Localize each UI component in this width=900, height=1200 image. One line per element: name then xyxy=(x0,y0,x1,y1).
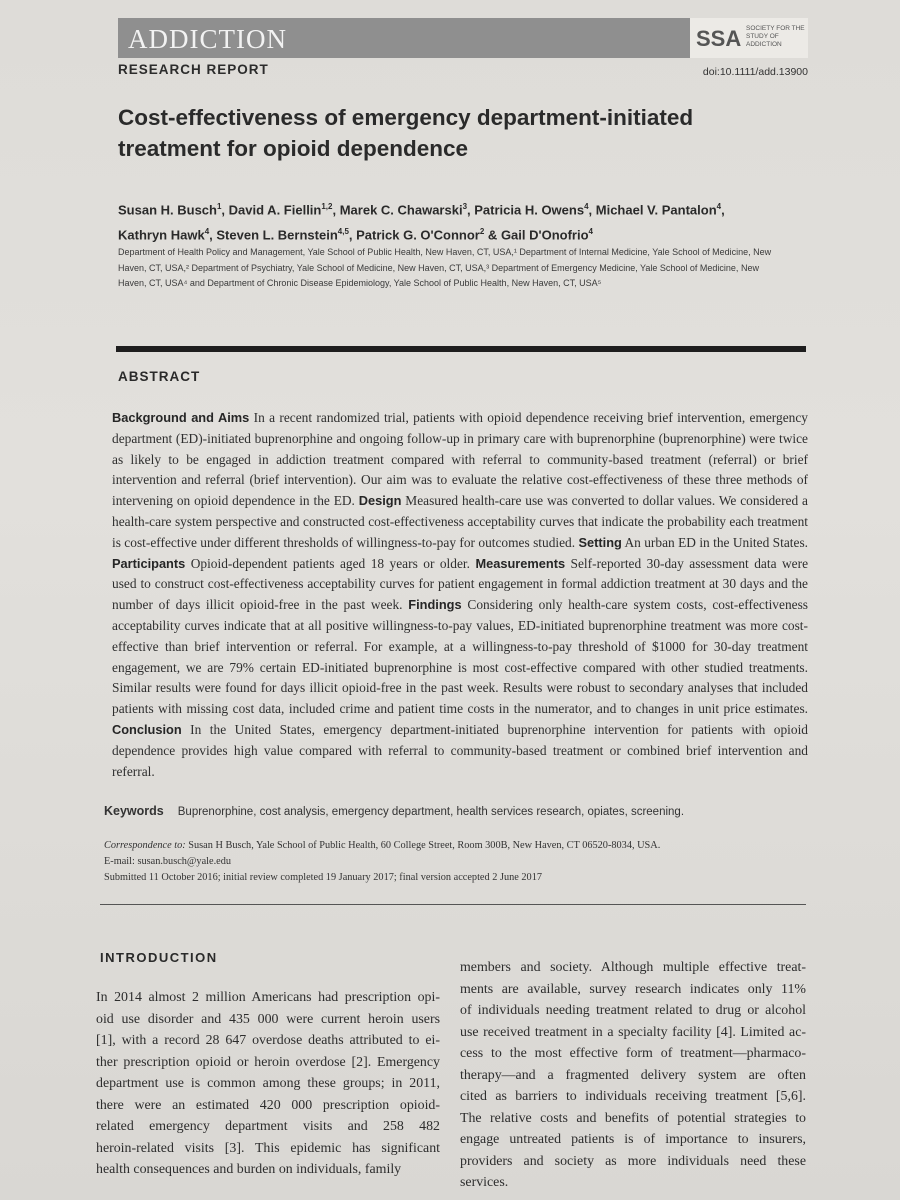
journal-name: ADDICTION xyxy=(128,24,287,54)
intro-text-line: [1], with a record 28 647 overdose deaths attributed to ei- xyxy=(96,1033,440,1048)
abstract-body xyxy=(112,408,808,782)
keywords-text: Buprenorphine, cost analysis, emergency department, health services research, opiates, screening. xyxy=(177,806,685,818)
abstract-section-text: Considering only health-care system costs, cost-effectiveness acceptability curves indicate that at all positive willingness-to-pay values, ED-initiated buprenorphine treatment was more cost-effective than brief intervention or referral. For example, at a willingness-to-pay threshold of $1000 for 30-day treatment engagement, we are 79% certain ED-initiated buprenorphine is most cost-effective compared with other studied treatments. Similar results were found for days illicit opioid-free in the past week. Results were robust to secondary analyses that included patients with missing cost data, included crime and patient time costs in the numerator, and to changes in unit price estimates. xyxy=(112,597,809,717)
keywords xyxy=(104,804,804,818)
abstract-section-text: Measured health-care use was converted to dollar values. We considered a health-care system perspective and constructed cost-effectiveness acceptability curves that indicate the probability each treatment is cost-effective under different thresholds of willingness-to-pay for outcomes studied. xyxy=(112,493,808,550)
intro-text-line: there were an estimated 420 000 prescription opioid- xyxy=(96,1097,440,1113)
journal-header-band xyxy=(118,18,808,58)
author-affiliation-marker: 4 xyxy=(588,227,593,237)
intro-text-line: oid use disorder and 435 000 were current heroin users xyxy=(96,1011,440,1027)
introduction-column-left xyxy=(96,987,440,1181)
author-line: Kathryn Hawk$^4$, Steven L. Bernstein$^{4,5}$, Patrick G. O'Connor$^2$ & Gail D'Onofrio$^4$ xyxy=(118,227,593,243)
ssa-logo-box xyxy=(690,18,808,58)
introduction-column-right xyxy=(460,957,806,1194)
abstract-section-text: An urban ED in the United States. xyxy=(621,534,809,550)
author-name: Steven L. Bernstein xyxy=(216,227,338,243)
article-title xyxy=(118,102,798,164)
author-affiliation-marker: 4 xyxy=(204,227,210,237)
author-affiliation-marker: 3 xyxy=(462,202,468,211)
author-name: Patrick G. O'Connor xyxy=(356,227,480,243)
abstract-section-text: Opioid-dependent patients aged 18 years or older. xyxy=(185,555,476,571)
abstract-heading: ABSTRACT xyxy=(118,369,201,384)
correspondence-address: Susan H Busch, Yale School of Public Health, 60 College Street, Room 300B, New Haven, CT 06520-8034, USA. xyxy=(188,840,661,851)
intro-text-line: The relative costs and benefits of potential strategies to xyxy=(460,1110,806,1126)
author-affiliation-marker: 2 xyxy=(479,227,485,237)
author-name: Kathryn Hawk xyxy=(118,227,205,243)
author-list xyxy=(118,196,808,247)
abstract-section-label: Design xyxy=(358,493,402,509)
author-affiliation-marker: 1,2 xyxy=(321,202,333,211)
correspondence-email: E-mail: susan.busch@yale.edu xyxy=(104,856,232,867)
section-divider-thin xyxy=(100,904,806,905)
intro-text-line: members and society. Although multiple effective treat- xyxy=(460,960,806,975)
author-name: Gail D'Onofrio xyxy=(500,227,589,243)
intro-text-line: therapy—and a fragmented delivery system are often xyxy=(460,1067,806,1083)
abstract-section-label: Findings xyxy=(408,597,462,613)
author-name: Michael V. Pantalon xyxy=(595,202,717,218)
abstract-section-text: Self-reported 30-day assessment data were used to construct cost-effectiveness acceptability curves for patient engagement in formal addiction treatment at 30 days and the number of days illicit opioid-free in the past week. xyxy=(112,555,809,613)
intro-text-line: of individuals needing treatment related to drug or alcohol xyxy=(460,1003,806,1018)
ssa-logo: SSA xyxy=(696,26,742,51)
affiliations xyxy=(118,245,808,292)
intro-text-line: In 2014 almost 2 million Americans had prescription opi- xyxy=(96,990,440,1005)
correspondence-block xyxy=(104,838,804,886)
intro-text-line: ments are available, survey research indicates only 11% xyxy=(460,981,806,997)
author-affiliation-marker: 1 xyxy=(216,202,222,211)
ssa-society-name: SOCIETY FOR THE STUDY OF ADDICTION xyxy=(746,25,805,48)
author-name: David A. Fiellin xyxy=(228,202,322,218)
affiliation-line: Haven, CT, USA⁴ and Department of Chronic Disease Epidemiology, Yale School of Public Health, New Haven, CT, USA⁵ xyxy=(118,278,602,288)
author-name: Marek C. Chawarski xyxy=(339,202,463,218)
author-name: Susan H. Busch xyxy=(118,202,217,218)
intro-text-line: health consequences and burden on individuals, family xyxy=(96,1162,402,1177)
intro-text-line: services. xyxy=(460,1175,509,1190)
affiliation-line: Haven, CT, USA,² Department of Psychiatry, Yale School of Medicine, New Haven, CT, USA,³ Department of Emergency Medicine, Yale School of Medicine, New xyxy=(118,262,759,273)
author-affiliation-marker: 4,5 xyxy=(337,227,349,237)
intro-text-line: cited as barriers to individuals receiving treatment [5,6]. xyxy=(460,1089,806,1104)
intro-text-line: related emergency department visits and 258 482 xyxy=(96,1119,440,1134)
section-divider-thick xyxy=(116,346,806,352)
doi-label: doi:10.1111/add.13900 xyxy=(702,66,808,78)
intro-text-line: department use is common among these groups; in 2011, xyxy=(96,1076,440,1091)
intro-text-line: cess to the most effective form of treatment—pharmaco- xyxy=(460,1046,806,1061)
submission-dates: Submitted 11 October 2016; initial review completed 19 January 2017; final version accepted 2 June 2017 xyxy=(104,872,542,883)
author-affiliation-marker: 4 xyxy=(716,202,722,211)
keywords-label: Keywords xyxy=(104,804,164,818)
author-name: Patricia H. Owens xyxy=(474,202,585,218)
article-type-label: RESEARCH REPORT xyxy=(118,62,269,77)
intro-text-line: heroin-related visits [3]. This epidemic has significant xyxy=(96,1140,440,1156)
intro-text-line: engage untreated patients is of importance to insurers, xyxy=(460,1132,806,1147)
intro-text-line: providers and society as more individuals need these xyxy=(460,1153,806,1169)
correspondence-label: Correspondence to: xyxy=(104,840,186,851)
introduction-heading: INTRODUCTION xyxy=(100,950,218,965)
abstract-section-text: In a recent randomized trial, patients with opioid dependence receiving brief intervention, emergency department (ED)-initiated buprenorphine and ongoing follow-up in primary care with buprenorphine (buprenorphine) were twice as likely to be engaged in addiction treatment compared with referral to community-based treatment (referral) or brief intervention and referral (brief intervention). Our aim was to evaluate the relative cost-effectiveness of these three methods of intervening on opioid dependence in the ED. xyxy=(112,410,808,509)
abstract-section-label: Participants xyxy=(112,555,186,571)
title-line: Cost-effectiveness of emergency department-initiated xyxy=(118,105,694,130)
abstract-section-label: Measurements xyxy=(475,555,566,571)
abstract-section-label: Setting xyxy=(578,534,622,550)
affiliation-line: Department of Health Policy and Management, Yale School of Public Health, New Haven, CT, USA,¹ Department of Internal Medicine, Yale School of Medicine, New xyxy=(118,247,772,257)
abstract-section-text: In the United States, emergency department-initiated buprenorphine intervention for patients with opioid dependence provides high value compared with referral to community-based treatment or combined brief intervention and referral. xyxy=(112,721,808,779)
intro-text-line: use received treatment in a specialty facility [4]. Limited ac- xyxy=(460,1024,806,1040)
author-affiliation-marker: 4 xyxy=(584,202,589,211)
intro-text-line: ther prescription opioid or heroin overdose [2]. Emergency xyxy=(96,1054,440,1070)
author-line: Susan H. Busch$^1$, David A. Fiellin$^{1,2}$, Marek C. Chawarski$^3$, Patricia H. Owens$^4$, Michael V. Pantalon$^4$, xyxy=(118,202,725,218)
abstract-section-label: Conclusion xyxy=(112,721,182,737)
title-line: treatment for opioid dependence xyxy=(118,136,469,161)
abstract-section-label: Background and Aims xyxy=(112,410,250,425)
